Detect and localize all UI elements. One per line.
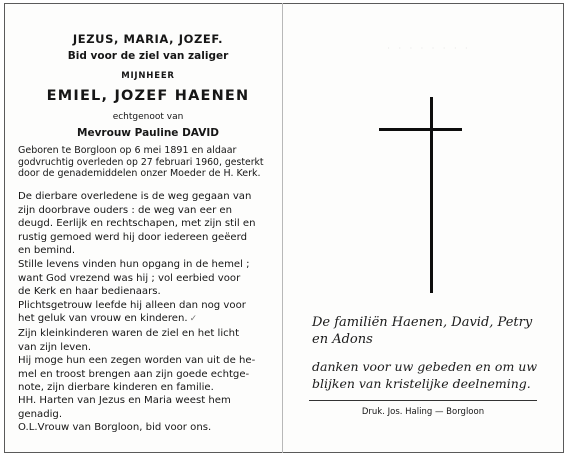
eulogy-line: deugd. Eerlijk en rechtschapen, met zijn stil en [18, 218, 256, 230]
prayer-line: genadig. [18, 408, 63, 420]
printer-credit: Druk. Jos. Haling — Borgloon [361, 407, 485, 417]
eulogy-line: note, zijn dierbare kinderen en familie. [18, 382, 214, 394]
right-panel [284, 4, 562, 452]
eulogy [18, 190, 278, 395]
thanks-text [312, 358, 557, 392]
closing-prayers [18, 394, 278, 435]
eulogy-line: zijn doorbrave ouders : de weg van eer en [18, 204, 233, 216]
eulogy-line: Stille levens vinden hun opgang in de hemel ; [18, 258, 250, 270]
card-fold-line [282, 3, 283, 453]
eulogy-line: rustig gemoed werd hij door iedereen geëerd [18, 231, 248, 243]
cross-vertical-beam [430, 97, 433, 293]
family-line: en Adons [312, 332, 373, 347]
eulogy-line: Zijn kleinkinderen waren de ziel en het licht [18, 327, 240, 339]
eulogy-line: Plichtsgetrouw leefde hij alleen dan nog voor [18, 299, 246, 311]
eulogy-line-text: het geluk van vrouw en kinderen. [18, 313, 188, 325]
honorific-title: MIJNHEER [121, 71, 175, 81]
family-line: De familiën Haenen, David, Petry [312, 315, 533, 330]
biography-line: godvruchtig overleden op 27 februari 1960, gesterkt [18, 156, 264, 168]
prayer-request: Bid voor de ziel van zaliger [67, 50, 229, 62]
faded-printed-ornament: · · · · · · · · [387, 44, 471, 53]
spouse-intro: echtgenoot van [112, 112, 184, 122]
eulogy-line: mel en troost brengen aan zijn goede echtge- [18, 368, 250, 380]
printer-rule [309, 400, 537, 401]
eulogy-line: Hij moge hun een zegen worden van uit de he- [18, 355, 256, 367]
eulogy-line: en bemind. [18, 245, 76, 257]
handwritten-mark-icon: ✓ [189, 314, 198, 325]
deceased-name: EMIEL, JOZEF HAENEN [46, 88, 250, 104]
spouse-name: Mevrouw Pauline DAVID [77, 127, 219, 139]
family-names [312, 314, 552, 348]
eulogy-line: van zijn leven. [18, 341, 92, 353]
eulogy-line: de Kerk en haar bedienaars. [18, 286, 161, 298]
biography [18, 145, 278, 180]
biography-line: door de genademiddelen onzer Moeder de H. Kerk. [18, 168, 261, 179]
cross-horizontal-beam [379, 128, 462, 131]
thanks-line: blijken van kristelijke deelneming. [312, 376, 531, 391]
invocation: JEZUS, MARIA, JOZEF. [72, 32, 224, 46]
eulogy-line [18, 312, 278, 327]
eulogy-line: want God vrezend was hij ; vol eerbied voor [18, 272, 241, 284]
biography-line: Geboren te Borgloon op 6 mei 1891 en aldaar [18, 145, 237, 156]
thanks-line: danken voor uw gebeden en om uw [312, 359, 538, 374]
prayer-line: HH. Harten van Jezus en Maria weest hem [18, 395, 231, 406]
prayer-line: O.L.Vrouw van Borgloon, bid voor ons. [18, 422, 212, 434]
eulogy-line: De dierbare overledene is de weg gegaan van [18, 191, 252, 202]
